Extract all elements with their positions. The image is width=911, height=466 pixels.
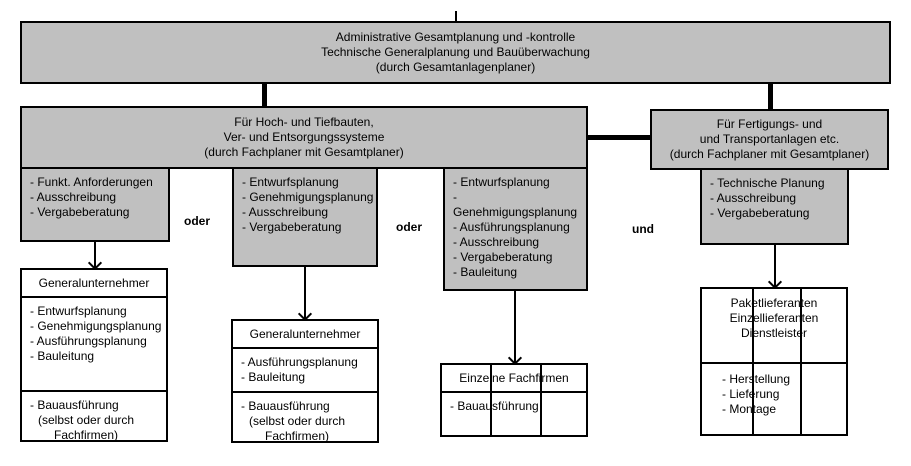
overall-planning-text — [22, 23, 889, 82]
line: - Vergabeberatung — [30, 205, 130, 219]
label-und-right: und — [632, 222, 654, 236]
line: - Ausführungsplanung — [30, 334, 147, 348]
line: - Genehmigungsplanung — [453, 190, 578, 219]
line: Für Fertigungs- und — [716, 117, 823, 131]
generalunternehmer-2-bauausfuehrung — [233, 391, 377, 441]
generalunternehmer-box-2 — [231, 319, 379, 443]
scope-box-c — [443, 169, 588, 291]
line: Für Hoch- und Tiefbauten, — [234, 115, 374, 129]
line: - Technische Planung — [710, 176, 825, 190]
line: Einzellieferanten — [729, 311, 819, 325]
branch-box-production-facilities — [650, 109, 889, 170]
lieferanten-title-lines — [702, 289, 846, 341]
line: - Vergabeberatung — [710, 206, 810, 220]
line: - Ausführungsplanung — [453, 220, 570, 234]
line: - Montage — [722, 402, 777, 416]
arrow-scope-a-to-gu1 — [90, 242, 100, 268]
connector-branch-to-branch — [586, 135, 652, 140]
generalunternehmer-1-items — [22, 296, 166, 390]
arrow-scope-b-to-gu2 — [300, 267, 310, 319]
label-oder-middle: oder — [395, 220, 422, 234]
lieferanten-title — [702, 289, 846, 362]
line: (durch Fachplaner mit Gesamtplaner) — [204, 145, 404, 159]
line: (selbst oder durch — [249, 414, 346, 428]
line: - Lieferung — [722, 387, 780, 401]
lieferanten-box — [700, 287, 848, 436]
line: - Genehmigungsplanung — [242, 190, 374, 204]
scope-box-a-items — [22, 169, 168, 220]
line: Ver- und Entsorgungssysteme — [223, 130, 385, 144]
einzelne-fachfirmen-box — [440, 363, 588, 437]
line: Fachfirmen) — [265, 429, 330, 443]
line: - Entwurfsplanung — [30, 304, 127, 318]
line: - Herstellung — [722, 372, 791, 386]
branch-box-production-facilities-text — [652, 111, 887, 168]
arrow-scope-d-to-lieferanten — [770, 245, 780, 287]
label-oder-left: oder — [183, 214, 210, 228]
generalunternehmer-1-bauausfuehrung — [22, 390, 166, 440]
line: - Entwurfsplanung — [453, 175, 550, 189]
scope-box-c-items — [445, 169, 586, 280]
line: - Genehmigungsplanung — [30, 319, 162, 333]
line: Fachfirmen) — [54, 428, 119, 442]
line: Dienstleister — [740, 326, 808, 340]
arrow-scope-c-to-fachfirmen — [510, 291, 520, 363]
generalunternehmer-2-title: Generalunternehmer — [249, 327, 361, 341]
line: - Bauausführung — [241, 399, 330, 413]
connector-root-to-right-branch — [768, 84, 773, 111]
connector-root-to-left-branch — [262, 84, 267, 108]
line: - Entwurfsplanung — [242, 175, 339, 189]
einzelne-fachfirmen-items — [442, 391, 586, 435]
line: - Vergabeberatung — [453, 250, 553, 264]
line: - Bauleitung — [30, 349, 95, 363]
generalunternehmer-box-1 — [20, 268, 168, 442]
line: - Ausschreibung — [710, 191, 797, 205]
generalunternehmer-2-items — [233, 347, 377, 391]
scope-box-a — [20, 169, 170, 242]
line: Administrative Gesamtplanung und -kontrolle — [335, 30, 576, 44]
branch-box-buildings-text — [22, 108, 586, 167]
line: - Bauleitung — [453, 265, 518, 279]
line: - Ausschreibung — [30, 190, 117, 204]
line: - Ausschreibung — [453, 235, 540, 249]
scope-box-d — [700, 170, 849, 245]
scope-box-b — [232, 169, 378, 267]
branch-box-buildings — [20, 106, 588, 169]
line: Technische Generalplanung und Bauüberwachung — [321, 45, 590, 59]
scope-box-b-items — [234, 169, 376, 235]
line: - Funkt. Anforderungen — [30, 175, 153, 189]
lieferanten-items — [702, 362, 846, 434]
line: (durch Gesamtanlagenplaner) — [375, 60, 536, 74]
line: - Bauausführung — [30, 398, 119, 412]
line: und Transportanlagen etc. — [699, 132, 840, 146]
line: - Bauausführung — [450, 399, 539, 413]
einzelne-fachfirmen-title: Einzelne Fachfirmen — [459, 371, 569, 385]
generalunternehmer-1-title: Generalunternehmer — [38, 276, 150, 290]
line: - Ausschreibung — [242, 205, 329, 219]
line: (durch Fachplaner mit Gesamtplaner) — [669, 147, 870, 161]
scope-box-d-items — [702, 170, 847, 221]
line: Paketlieferanten — [730, 296, 818, 310]
line: (selbst oder durch — [38, 413, 135, 427]
line: - Vergabeberatung — [242, 220, 342, 234]
overall-planning-box — [20, 21, 891, 84]
line: - Bauleitung — [241, 370, 306, 384]
line: - Ausführungsplanung — [241, 355, 358, 369]
